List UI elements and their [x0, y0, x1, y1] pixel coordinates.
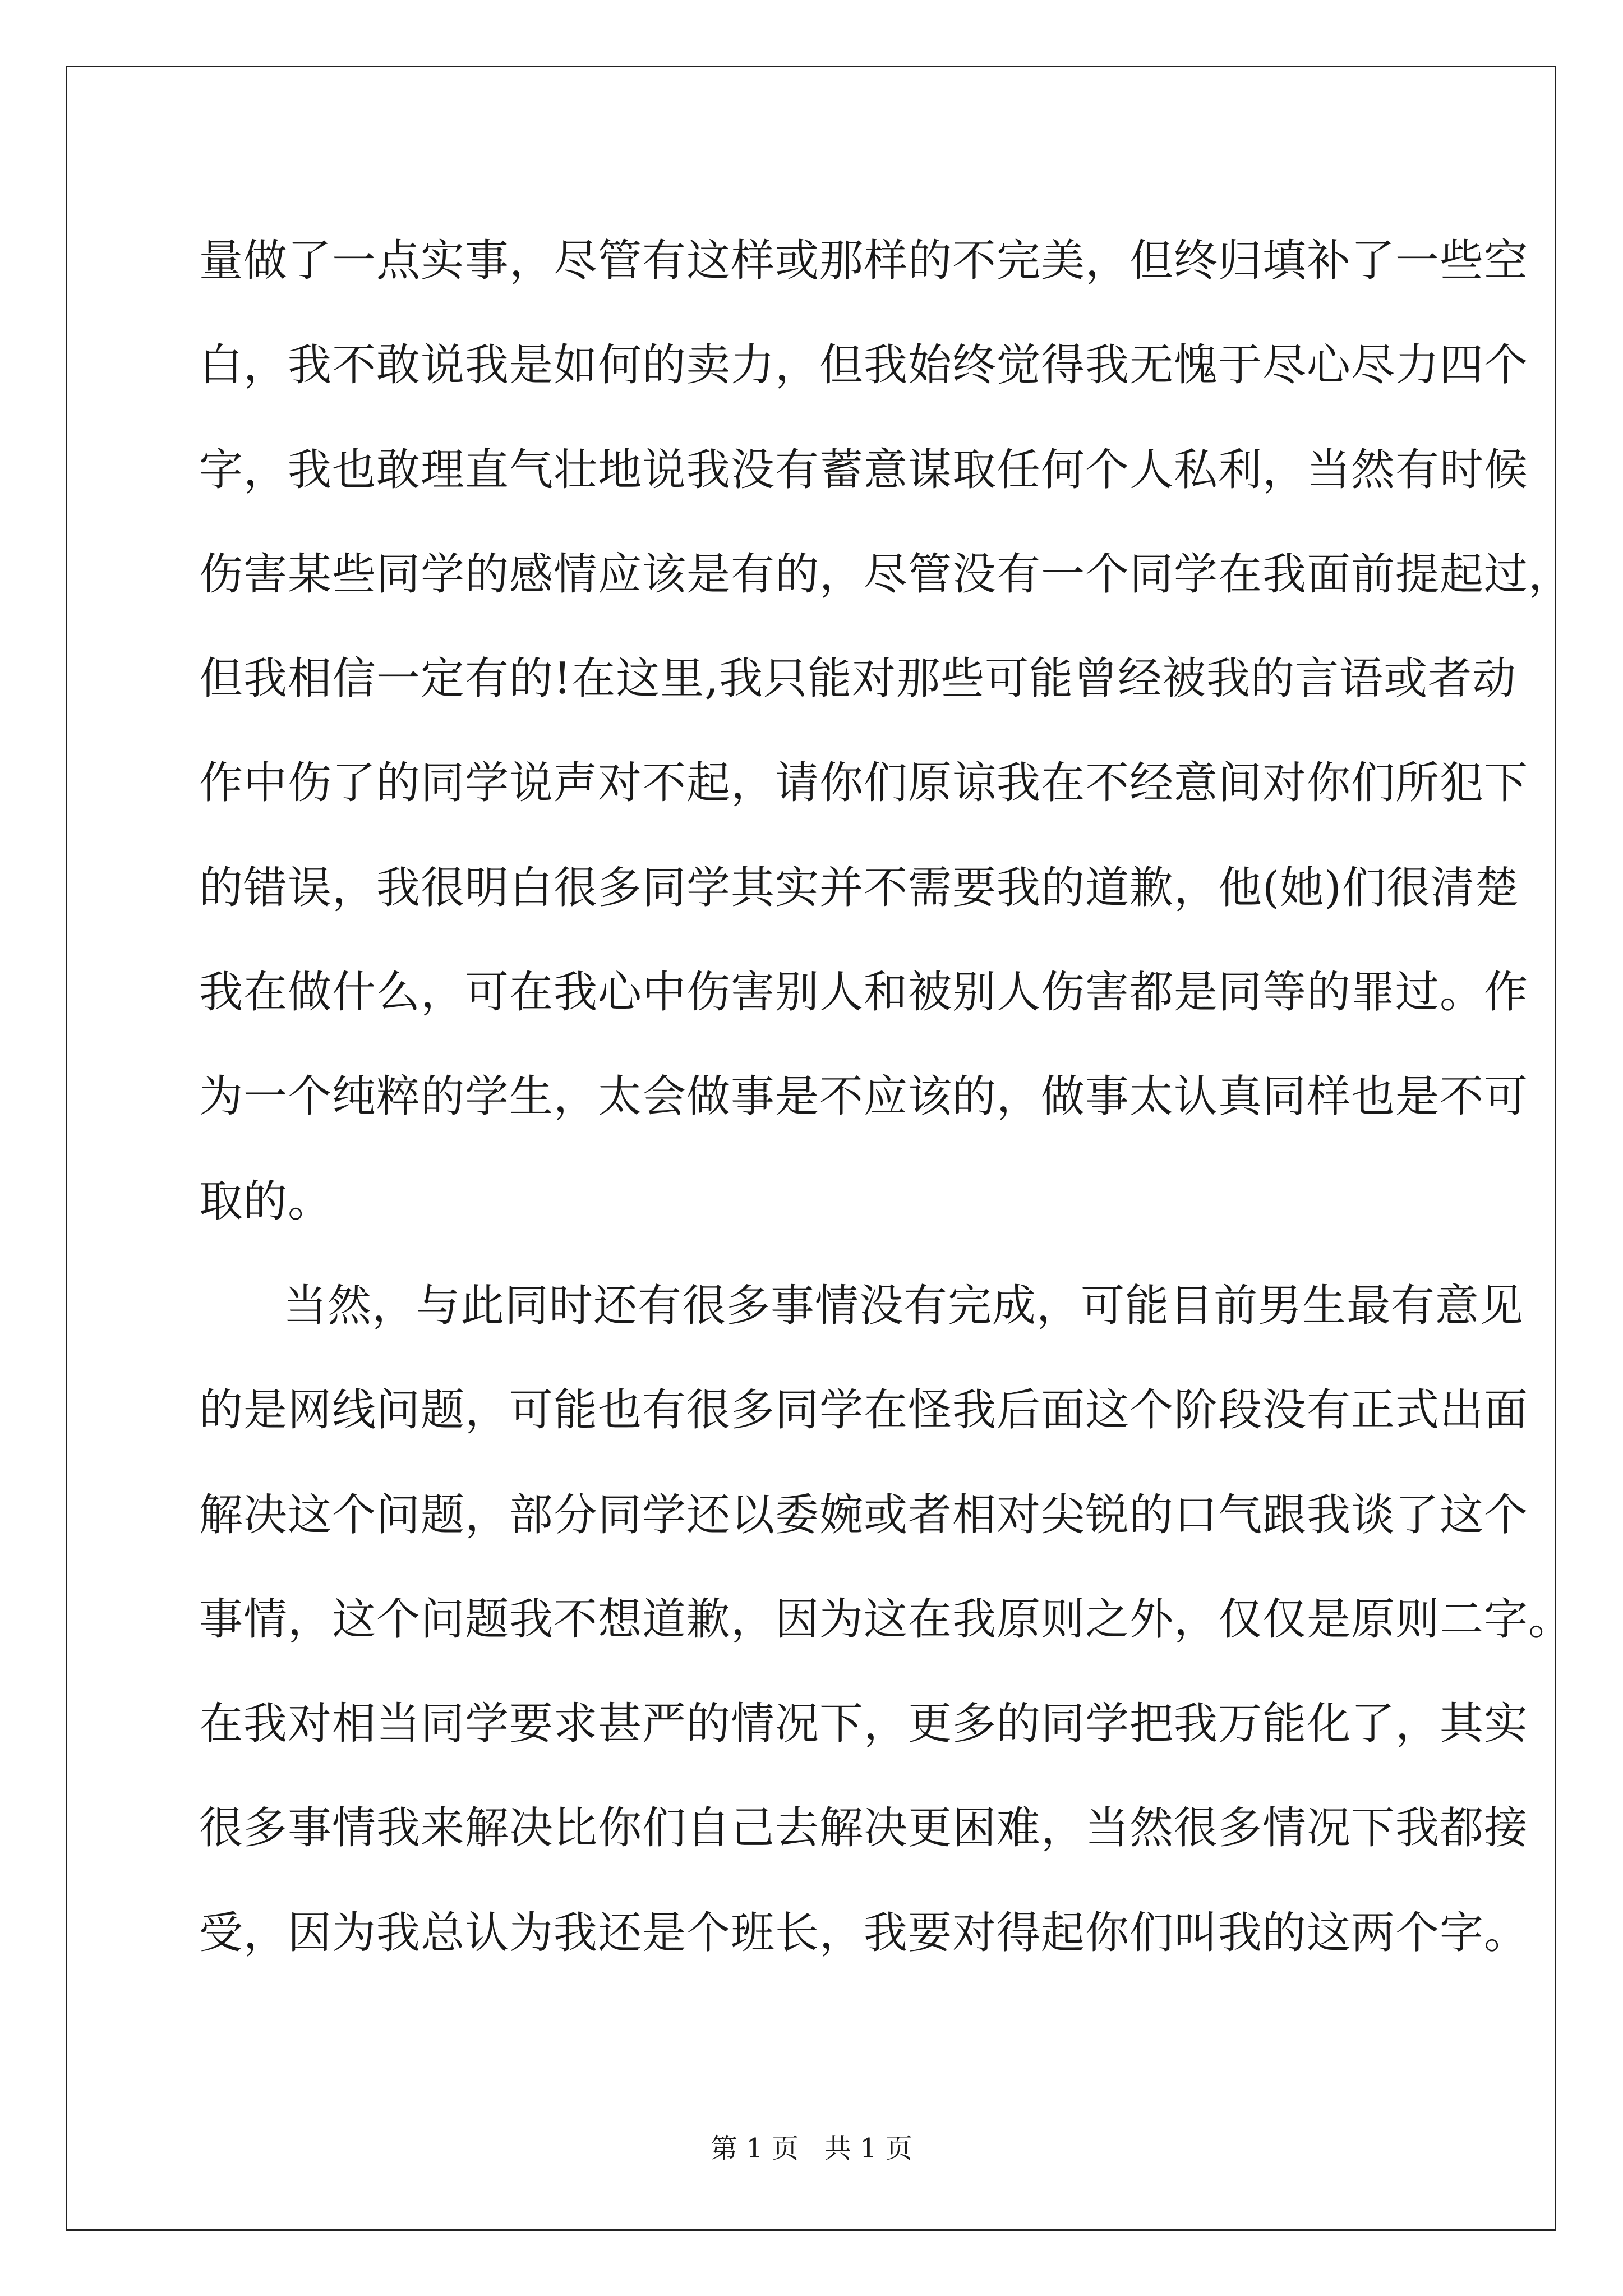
text-line: 受，因为我总认为我还是个班长，我要对得起你们叫我的这两个字。 [199, 1907, 1529, 1958]
paragraph-start-line: 当然，与此同时还有很多事情没有完成，可能目前男生最有意见 [283, 1280, 1524, 1331]
text-line: 很多事情我来解决比你们自己去解决更困难，当然很多情况下我都接 [199, 1803, 1529, 1854]
text-line: 伤害某些同学的感情应该是有的，尽管没有一个同学在我面前提起过， [199, 549, 1573, 600]
text-line: 解决这个问题，部分同学还以委婉或者相对尖锐的口气跟我谈了这个 [199, 1489, 1529, 1540]
text-line: 的错误，我很明白很多同学其实并不需要我的道歉，他(她)们很清楚 [199, 862, 1519, 913]
text-line: 事情，这个问题我不想道歉，因为这在我原则之外，仅仅是原则二字。 [199, 1594, 1573, 1645]
text-line: 的是网线问题，可能也有很多同学在怪我后面这个阶段没有正式出面 [199, 1385, 1529, 1436]
text-line: 在我对相当同学要求甚严的情况下，更多的同学把我万能化了，其实 [199, 1699, 1529, 1750]
text-line: 白，我不敢说我是如何的卖力，但我始终觉得我无愧于尽心尽力四个 [199, 340, 1529, 391]
page-number-footer: 第 1 页 共 1 页 [711, 2133, 912, 2164]
text-line: 我在做什么，可在我心中伤害别人和被别人伤害都是同等的罪过。作 [199, 967, 1529, 1018]
text-line: 为一个纯粹的学生，太会做事是不应该的，做事太认真同样也是不可 [199, 1071, 1529, 1122]
text-line: 但我相信一定有的!在这里,我只能对那些可能曾经被我的言语或者动 [199, 654, 1517, 705]
text-line: 取的。 [199, 1176, 333, 1227]
text-line: 作中伤了的同学说声对不起，请你们原谅我在不经意间对你们所犯下 [199, 758, 1529, 809]
text-line: 字，我也敢理直气壮地说我没有蓄意谋取任何个人私利，当然有时候 [199, 444, 1529, 495]
text-line: 量做了一点实事，尽管有这样或那样的不完美，但终归填补了一些空 [199, 236, 1529, 286]
document-body [199, 209, 1573, 1985]
